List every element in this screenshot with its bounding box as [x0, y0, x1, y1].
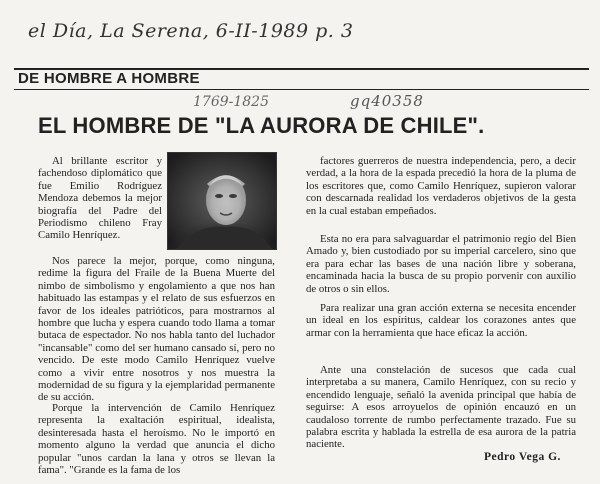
portrait-shading-icon	[168, 153, 276, 249]
article-paragraph: factores guerreros de nuestra independencia, pero, a decir verdad, a la hora de la espada precedió la hora de la pluma de los escritores que, como Camilo Henríquez, supieron valorar con descarnada realidad los verdaderos objetivos de la gesta en la cual estaban empeñados.	[306, 155, 576, 217]
handwritten-years-note: 1769-1825	[193, 94, 269, 110]
handwritten-code-note: gq40358	[350, 92, 424, 110]
article-paragraph: Porque la intervención de Camilo Henríquez representa la exaltación espiritual, idealista, desinteresada hasta el heroísmo. No le importó en momento alguno la verdad que anuncia el dicho popular "unos cardan la lana y otros se llevan la fama". "Grande es la fama de los	[38, 402, 275, 477]
article-paragraph: Al brillante escritor y fachendoso diplomático que fue Emilio Rodríguez Mendoza debemos la mejor biografía del Padre del Periodismo chileno Fray Camilo Henríquez.	[38, 155, 162, 242]
article-headline: EL HOMBRE DE "LA AURORA DE CHILE".	[38, 113, 485, 138]
article-paragraph: Esta no era para salvaguardar el patrimonio regio del Bien Amado y, bien custodiado por su imperial carcelero, sino que era para echar las bases de una nación libre y soberana, encaminada hacia la busca de su propio porvenir con auxilio de otros o sin ellos.	[306, 233, 576, 295]
section-label: DE HOMBRE A HOMBRE	[18, 70, 206, 87]
article-paragraph: Nos parece la mejor, porque, como ninguna, redime la figura del Fraile de la Buena Muerte del nimbo de simbolismo y engolamiento a que nos han habituado las estampas y el relato de sus esfuerzos en favor de los ideales patrióticos, para mostrarnos al hombre que lucha y espera cuando todo llama a tomar butaca de espectador. No nos habla tanto del luchador "incansable" como del ser humano cansado sí, pero no vencido. De este modo Camilo Henríquez vuelve como a vivir entre nosotros y nos muestra la modernidad de su figura y la ejemplaridad permanente de su acción.	[38, 255, 275, 404]
article-byline: Pedro Vega G.	[484, 451, 561, 463]
article-paragraph: Ante una constelación de sucesos que cada cual interpretaba a su manera, Camilo Henríquez, con su recio y encendido lenguaje, señaló la avenida principal que había de seguirse: A esos arroyuelos de opinión encauzó en un caudaloso torrente de rumbo perfectamente trazado. Fue su palabra escrita y hablada la estrella de esa aurora de la patria naciente.	[306, 364, 576, 451]
portrait-photo-icon	[167, 152, 277, 250]
article-paragraph: Para realizar una gran acción externa se necesita encender un ideal en los espíritus, caldear los corazones antes que armar con la herramienta que hace eficaz la acción.	[306, 302, 576, 339]
handwritten-source-note: el Día, La Serena, 6-II-1989 p. 3	[28, 20, 354, 42]
